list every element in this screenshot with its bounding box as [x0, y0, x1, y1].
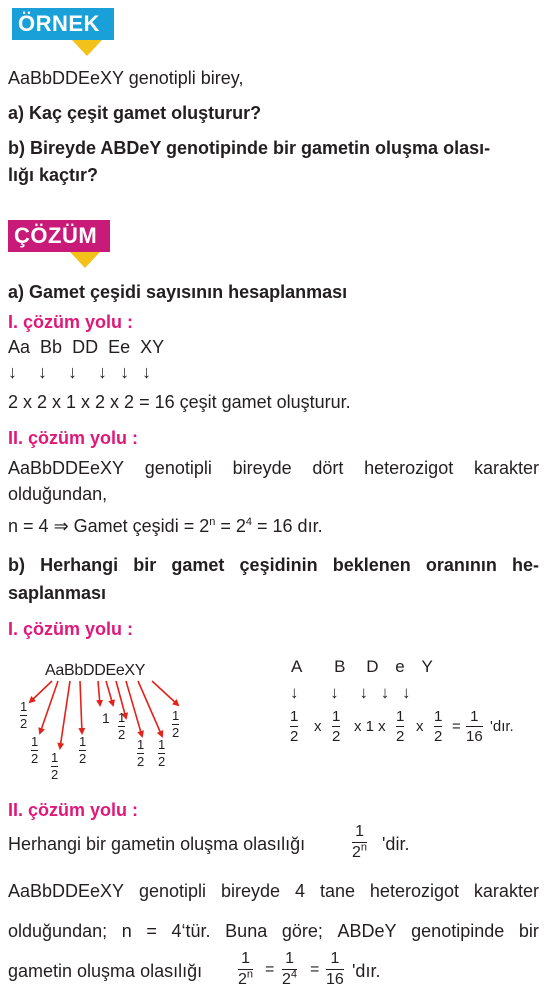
final-fraction-2: 1 $2^4$: [282, 950, 298, 988]
word: =: [146, 921, 157, 941]
word: genotipli: [144, 458, 212, 478]
down-arrow-icon: ↓: [401, 683, 411, 702]
arrow-D2: [106, 681, 113, 705]
word: heterozigot: [369, 881, 459, 901]
word: genotipinde: [411, 921, 505, 941]
formula-tail: = 16 dır.: [252, 516, 323, 536]
arrow-A: [30, 681, 52, 702]
diagram-fraction: 1 2: [118, 710, 126, 742]
down-arrow-icon: ↓: [8, 362, 17, 382]
arrow-b: [80, 681, 82, 733]
down-arrow-icon: ↓: [68, 362, 78, 382]
down-arrow-icon: ↓: [290, 683, 299, 702]
word: bir: [518, 921, 539, 941]
word: çeşidinin: [239, 555, 318, 575]
diagram-fraction: 1 2: [158, 737, 166, 769]
question-b-line2: lığı kaçtır?: [8, 165, 99, 185]
word: karakter: [473, 458, 539, 478]
times-sign: x: [416, 718, 424, 735]
word: AaBbDDEeXY: [8, 458, 125, 478]
down-arrow-icon: ↓: [380, 683, 390, 702]
solution-path-2b-label: II. çözüm yolu :: [8, 800, 139, 820]
arrow-Y: [152, 681, 178, 705]
question-a: a) Kaç çeşit gamet oluşturur?: [8, 103, 262, 123]
diagram-fraction: 1 2: [51, 750, 59, 782]
equals-sign: =: [310, 961, 320, 978]
word: b): [8, 555, 25, 575]
diagram-one: 1: [102, 710, 110, 726]
word: beklenen: [332, 555, 411, 575]
word: n: [121, 921, 132, 941]
gamete-letter: A: [291, 657, 302, 676]
genotype-label: AaBbDDEeXY: [45, 662, 146, 679]
arrow-D: [98, 681, 100, 705]
word: karakter: [473, 881, 539, 901]
product-fraction: 1 2: [396, 708, 405, 745]
gamete-letter: D: [366, 657, 379, 676]
part-b-heading-line-2: saplanması: [8, 583, 107, 603]
gamete-count-calculation: 2 x 2 x 1 x 2 x 2 = 16 çeşit gamet oluşturur.: [8, 392, 351, 412]
gamete-arrows-row: [290, 683, 410, 703]
word: tane: [319, 881, 355, 901]
word: olduğundan;: [8, 921, 108, 941]
example-badge-label: ÖRNEK: [12, 8, 114, 40]
product-fraction: 1 2: [434, 708, 443, 745]
word: AaBbDDEeXY: [8, 881, 125, 901]
result-suffix: 'dır.: [490, 718, 514, 735]
allele-pair: Bb: [40, 337, 63, 357]
allele-pair: XY: [140, 337, 165, 357]
word: bireyde: [221, 881, 281, 901]
formula-eq: = 2: [215, 516, 246, 536]
down-arrow-icon: ↓: [359, 683, 368, 702]
diagram-fraction: 1 2: [79, 734, 87, 766]
word: dört: [312, 458, 344, 478]
word: genotipli: [139, 881, 207, 901]
word: gamet: [171, 555, 225, 575]
path-2b-line-2: [8, 921, 539, 942]
product-fraction: 1 2: [290, 708, 299, 745]
arrow-e: [126, 681, 142, 736]
down-arrow-icon: ↓: [98, 362, 108, 382]
diagram-fraction: 1 2: [31, 734, 39, 766]
path-2-line-2: olduğundan,: [8, 484, 108, 504]
question-b-line1: b) Bireyde ABDeY genotipinde bir gametin oluşma olası-: [8, 138, 491, 158]
formula-mid: Gamet çeşidi = 2: [68, 516, 210, 536]
allele-pair: DD: [72, 337, 99, 357]
word: Buna: [225, 921, 268, 941]
diagram-fraction: 1 2: [20, 699, 28, 731]
equals-sign: =: [265, 961, 275, 978]
down-arrow-icon: ↓: [120, 362, 130, 382]
gamete-letter: B: [334, 657, 346, 676]
final-fraction-1: 1 2$^n$: [238, 950, 254, 988]
word: he-: [511, 555, 539, 575]
allele-pair: Ee: [108, 337, 131, 357]
path-2b-line-1: [8, 881, 539, 902]
result-fraction: 1 16: [466, 708, 483, 745]
arrow-X: [138, 681, 162, 736]
word: bireyde: [232, 458, 292, 478]
word: 4‘tür.: [171, 921, 211, 941]
allele-pair: Aa: [8, 337, 31, 357]
word: oranının: [425, 555, 497, 575]
gamete-letter: Y: [421, 657, 433, 676]
formula-lead: n = 4: [8, 516, 49, 536]
equals-sign: =: [452, 718, 461, 735]
product-fraction: 1 2: [332, 708, 341, 745]
part-a-heading: a) Gamet çeşidi sayısının hesaplanması: [8, 282, 348, 302]
implies-icon: ⇒: [53, 516, 69, 536]
word: ABDeY: [337, 921, 397, 941]
down-arrow-icon: ↓: [142, 362, 152, 382]
word: heterozigot: [364, 458, 454, 478]
arrow-B: [60, 681, 70, 748]
gamete-letter: e: [395, 657, 405, 676]
times-sign: x: [314, 718, 322, 735]
solution-path-2-label: II. çözüm yolu :: [8, 428, 139, 448]
example-intro: AaBbDDEeXY genotipli birey,: [8, 68, 244, 88]
word: Herhangi: [40, 555, 119, 575]
down-arrow-icon: ↓: [330, 683, 339, 702]
word: göre;: [281, 921, 323, 941]
down-arrow-icon: ↓: [38, 362, 48, 382]
diagram-fraction: 1 2: [137, 737, 145, 769]
exponent: 4: [245, 516, 253, 528]
probability-fraction: 1 2$^n$: [352, 823, 368, 861]
probability-suffix: 'dir.: [382, 834, 410, 854]
solution-badge-label: ÇÖZÜM: [8, 220, 110, 252]
final-suffix: 'dır.: [352, 961, 381, 981]
probability-text: Herhangi bir gametin oluşma olasılığı: [8, 834, 306, 854]
times-one: x 1 x: [354, 718, 386, 735]
solution-path-1-label: I. çözüm yolu :: [8, 312, 134, 332]
word: bir: [133, 555, 157, 575]
final-fraction-3: 1 16: [326, 950, 344, 988]
diagram-fraction: 1 2: [172, 708, 180, 740]
path-2b-line-3: gametin oluşma olasılığı: [8, 961, 203, 981]
exponent: n: [209, 516, 216, 528]
gamete-letters-row: [291, 657, 433, 677]
word: 4: [294, 881, 305, 901]
solution-path-1b-label: I. çözüm yolu :: [8, 619, 134, 639]
